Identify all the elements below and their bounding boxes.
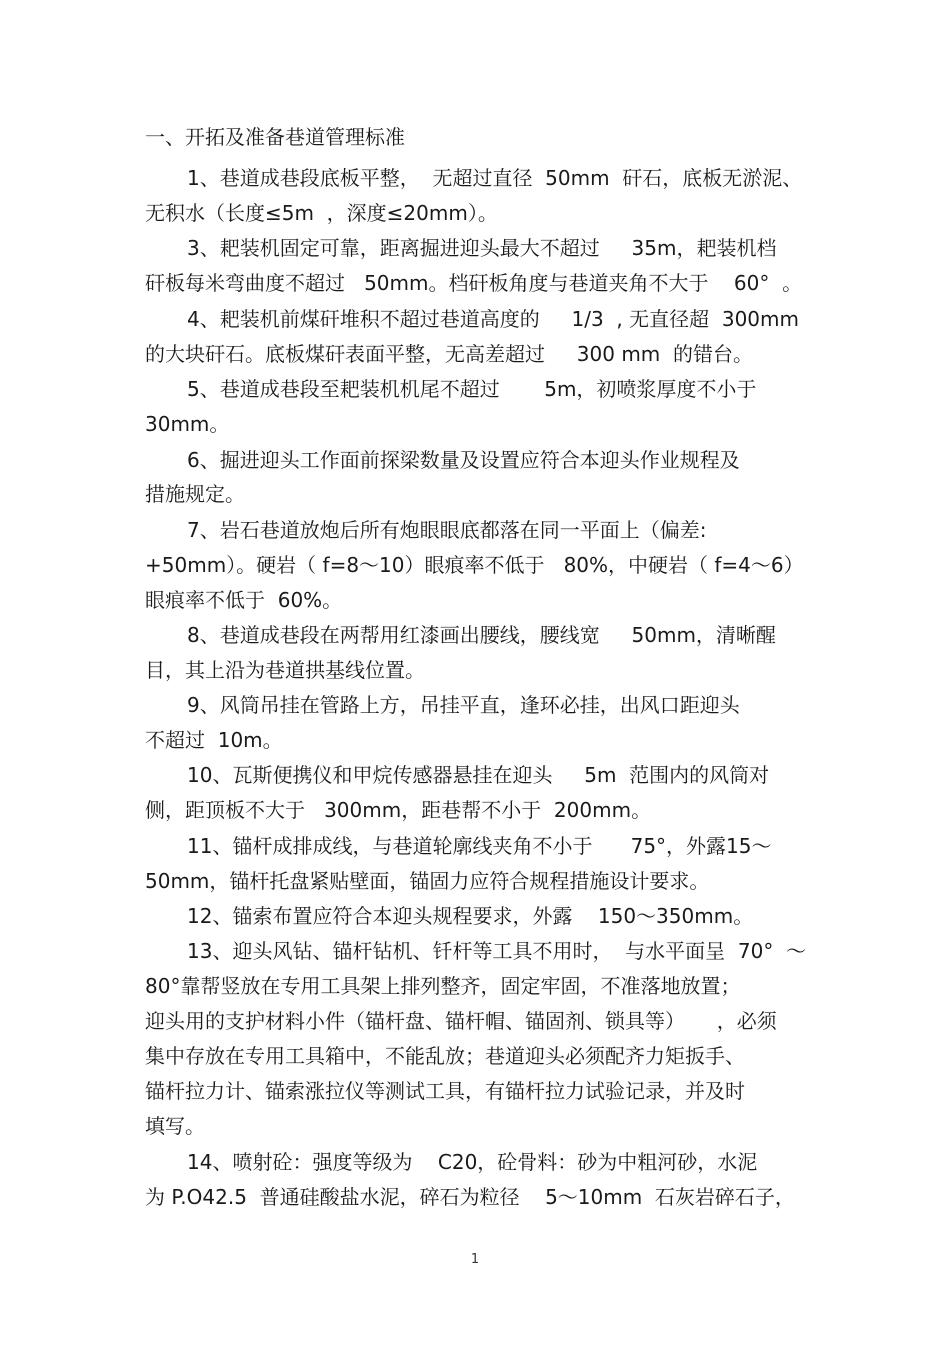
paragraph-line: 不超过 10m。 xyxy=(145,728,283,752)
paragraph-line: 矸板每米弯曲度不超过 50mm。档矸板角度与巷道夹角不大于 60° 。 xyxy=(145,271,803,295)
paragraph-line: 11、锚杆成排成线，与巷道轮廓线夹角不小于 75°，外露15～ xyxy=(187,834,772,858)
paragraph-line: 5、巷道成巷段至耙装机机尾不超过 5m，初喷浆厚度不小于 xyxy=(187,377,757,401)
paragraph-line: 10、瓦斯便携仪和甲烷传感器悬挂在迎头 5m 范围内的风筒对 xyxy=(187,763,770,787)
page-number: 1 xyxy=(470,1252,480,1267)
paragraph-line: 14、喷射砼：强度等级为 C20，砼骨料：砂为中粗河砂，水泥 xyxy=(187,1150,758,1174)
paragraph-line: 无积水（长度≤5m ，深度≤20mm）。 xyxy=(145,201,498,225)
paragraph-line: 9、风筒吊挂在管路上方，吊挂平直，逢环必挂，出风口距迎头 xyxy=(187,693,740,717)
paragraph-line: 13、迎头风钻、锚杆钻机、钎杆等工具不用时， 与水平面呈 70° ～ xyxy=(187,939,807,963)
section-title: 一、开拓及准备巷道管理标准 xyxy=(145,125,405,149)
paragraph-line: 4、耙装机前煤矸堆积不超过巷道高度的 1/3 , 无直径超 300mm xyxy=(187,307,799,331)
paragraph-line: 目，其上沿为巷道拱基线位置。 xyxy=(145,658,425,682)
paragraph-line: 措施规定。 xyxy=(145,482,245,506)
paragraph-line: 集中存放在专用工具箱中，不能乱放；巷道迎头必须配齐力矩扳手、 xyxy=(145,1044,745,1068)
paragraph-line: 12、锚索布置应符合本迎头规程要求，外露 150～350mm。 xyxy=(187,904,754,928)
paragraph-line: 填写。 xyxy=(145,1114,205,1138)
paragraph-line: 3、耙装机固定可靠，距离掘进迎头最大不超过 35m，耙装机档 xyxy=(187,236,777,260)
paragraph-line: 30mm。 xyxy=(145,412,230,436)
paragraph-line: 80°靠帮竖放在专用工具架上排列整齐，固定牢固，不准落地放置； xyxy=(145,974,741,998)
paragraph-line: 50mm，锚杆托盘紧贴壁面，锚固力应符合规程措施设计要求。 xyxy=(145,869,710,893)
paragraph-line: 眼痕率不低于 60%。 xyxy=(145,588,343,612)
paragraph-line: +50mm）。硬岩（ f=8～10）眼痕率不低于 80%，中硬岩（ f=4～6） xyxy=(145,553,804,577)
paragraph-line: 8、巷道成巷段在两帮用红漆画出腰线，腰线宽 50mm，清晰醒 xyxy=(187,623,776,647)
paragraph-line: 7、岩石巷道放炮后所有炮眼眼底都落在同一平面上（偏差: xyxy=(187,518,707,542)
paragraph-line: 锚杆拉力计、锚索涨拉仪等测试工具，有锚杆拉力试验记录，并及时 xyxy=(145,1079,745,1103)
paragraph-line: 的大块矸石。底板煤矸表面平整，无高差超过 300 mm 的错台。 xyxy=(145,342,753,366)
paragraph-line: 1、巷道成巷段底板平整， 无超过直径 50mm 矸石，底板无淤泥、 xyxy=(187,166,803,190)
paragraph-line: 为 P.O42.5 普通硅酸盐水泥，碎石为粒径 5～10mm 石灰岩碎石子， xyxy=(145,1185,795,1209)
paragraph-line: 侧，距顶板不大于 300mm，距巷帮不小于 200mm。 xyxy=(145,798,652,822)
paragraph-line: 6、掘进迎头工作面前探梁数量及设置应符合本迎头作业规程及 xyxy=(187,448,740,472)
paragraph-line: 迎头用的支护材料小件（锚杆盘、锚杆帽、锚固剂、锁具等） ，必须 xyxy=(145,1009,777,1033)
